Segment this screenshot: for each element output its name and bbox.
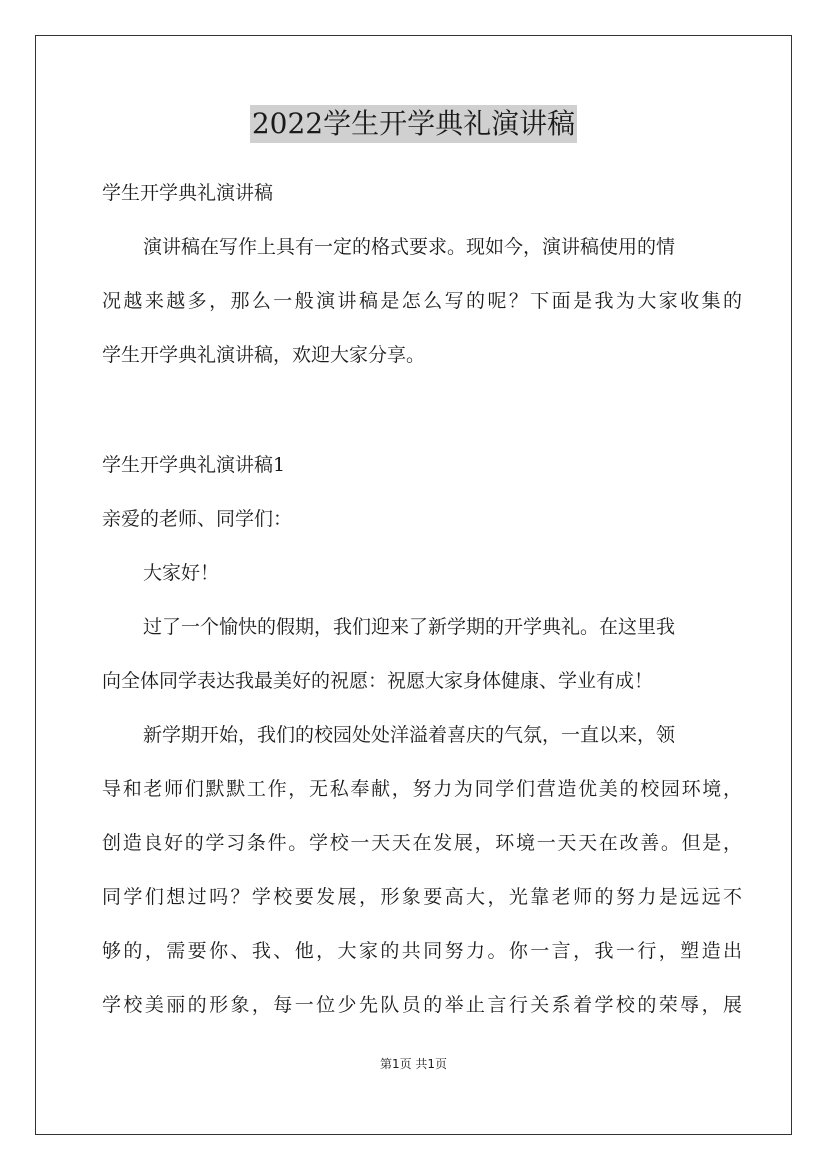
paragraph-line: 学校美丽的形象，每一位少先队员的举止言行关系着学校的荣辱，展 xyxy=(102,994,742,1016)
subtitle-line: 学生开学典礼演讲稿 xyxy=(102,182,274,204)
page-footer: 第1页 共1页 xyxy=(379,1057,448,1071)
paragraph-line: 过了一个愉快的假期，我们迎来了新学期的开学典礼。在这里我 xyxy=(143,616,676,638)
paragraph-line: 导和老师们默默工作，无私奉献，努力为同学们营造优美的校园环境， xyxy=(102,778,742,800)
document-title: 2022学生开学典礼演讲稿 xyxy=(250,105,577,143)
greeting-line: 大家好！ xyxy=(143,562,220,584)
paragraph-line: 同学们想过吗？学校要发展，形象要高大，光靠老师的努力是远远不 xyxy=(102,886,742,908)
paragraph-line: 向全体同学表达我最美好的祝愿：祝愿大家身体健康、学业有成！ xyxy=(102,670,654,692)
paragraph-line: 学生开学典礼演讲稿，欢迎大家分享。 xyxy=(102,344,426,366)
paragraph-line: 够的，需要你、我、他，大家的共同努力。你一言，我一行，塑造出 xyxy=(102,940,742,962)
paragraph-line: 创造良好的学习条件。学校一天天在发展，环境一天天在改善。但是， xyxy=(102,832,742,854)
paragraph-line: 况越来越多，那么一般演讲稿是怎么写的呢？下面是我为大家收集的 xyxy=(102,290,742,312)
paragraph-line: 演讲稿在写作上具有一定的格式要求。现如今，演讲稿使用的情 xyxy=(143,236,676,258)
section-heading: 学生开学典礼演讲稿1 xyxy=(102,454,286,476)
salutation-line: 亲爱的老师、同学们： xyxy=(102,508,293,530)
paragraph-line: 新学期开始，我们的校园处处洋溢着喜庆的气氛，一直以来，领 xyxy=(143,724,676,746)
